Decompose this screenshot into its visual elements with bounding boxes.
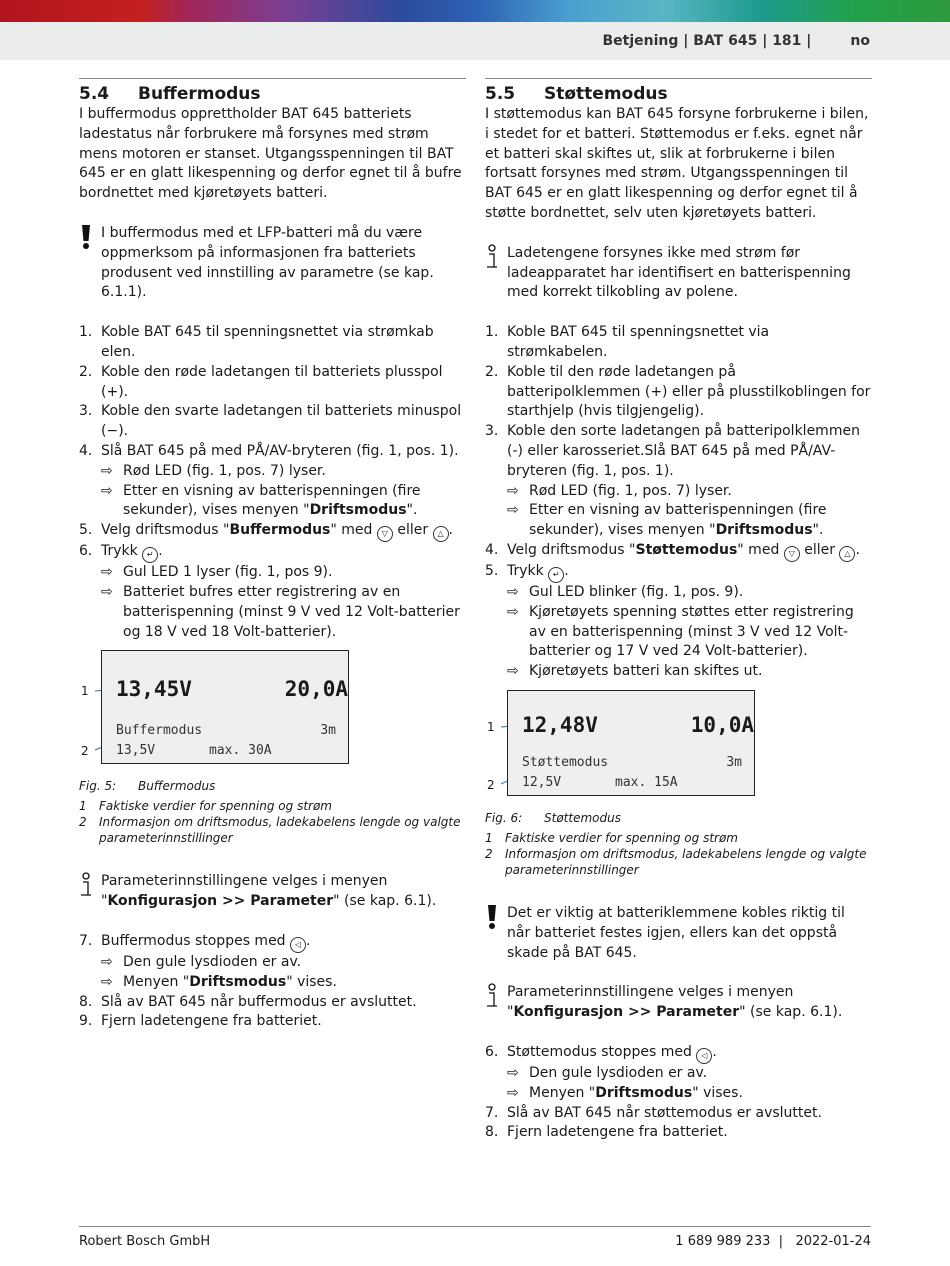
figure-title: Buffermodus <box>138 779 216 794</box>
lcd-figure <box>485 690 872 810</box>
enter-button-icon: ↵ <box>142 547 158 563</box>
result-item <box>507 1084 872 1104</box>
result-arrow-icon: ⇨ <box>507 583 519 600</box>
result-arrow-icon: ⇨ <box>507 1064 519 1081</box>
legend-text: Faktiske verdier for spenning og strøm <box>505 830 738 845</box>
menu-name: Driftsmodus <box>309 502 407 519</box>
result-text: Rød LED (fig. 1, pos. 7) lyser. <box>123 462 326 479</box>
lcd-mode: Buffermodus <box>116 723 203 739</box>
callout-2: 2 <box>487 777 495 792</box>
step-item: 3. Koble den sorte ladetangen på batteripolklemmen (-) eller karosseriet.Slå BAT 645 på med PÅ/AV-bryteren (fig. 1, pos. 1). ⇨ Rød LED (fig. 1, pos. 7) lyser. ⇨ Etter en visning av batterispenningen (fire sekunder), vises menyen "Driftsmodus". <box>485 422 872 541</box>
step-text: Koble BAT 645 til spenningsnettet via strømkab elen. <box>101 324 434 360</box>
footer-company: Robert Bosch GmbH <box>79 1234 211 1249</box>
result-arrow-icon: ⇨ <box>101 973 113 990</box>
step-item: 4. Velg driftsmodus "Støttemodus" med ▽ eller △ . <box>485 541 872 562</box>
result-text: ". <box>812 522 824 539</box>
step-item: 9. Fjern ladetengene fra batteriet. <box>79 1013 322 1030</box>
result-arrow-icon: ⇨ <box>507 663 519 680</box>
warning-exclamation-icon <box>485 904 499 930</box>
result-text: Etter en visning av batterispenningen (fire sekunder), vises menyen " <box>123 482 421 519</box>
result-item <box>507 501 872 541</box>
down-button-icon: ▽ <box>784 546 800 562</box>
up-button-icon: △ <box>433 526 449 542</box>
result-arrow-icon: ⇨ <box>507 502 519 519</box>
legend-text: Informasjon om driftsmodus, ladekabelens lengde og valgte parameterinnstillinger <box>505 846 867 877</box>
section-heading <box>485 83 872 105</box>
result-text: ". <box>406 502 418 519</box>
step-item: 1. Koble BAT 645 til spenningsnettet via strømkab elen. <box>79 324 434 360</box>
step-text: Buffermodus stoppes med <box>101 932 286 949</box>
step-item: 5. Trykk ↵ . ⇨ Gul LED blinker (fig. 1, pos. 9). ⇨ Kjøretøyets spenning støttes etter registrering av en batterispenning (minst 3 V ved 12 Volt-batterier og 17 V ved 24 Volt-batterier). ⇨ Kjøretøyets batteri kan skiftes ut. <box>485 562 872 682</box>
info-text: " (se kap. 6.1). <box>739 1004 843 1021</box>
result-arrow-icon: ⇨ <box>101 482 113 499</box>
result-item <box>507 482 872 502</box>
lcd-current: 10,0A <box>690 712 754 737</box>
result-text: " vises. <box>286 973 337 990</box>
step-item: 4. Slå BAT 645 på med PÅ/AV-bryteren (fig. 1, pos. 1). ⇨ Rød LED (fig. 1, pos. 7) lyser. ⇨ Etter en visning av batterispenningen (fire sekunder), vises menyen "Driftsmodus". <box>79 442 466 521</box>
step-text: " med <box>330 522 373 539</box>
info-icon <box>79 872 93 898</box>
step-list <box>485 1043 872 1143</box>
step-item: 8. Slå av BAT 645 når buffermodus er avsluttet. <box>79 993 417 1010</box>
figure-caption <box>485 810 872 878</box>
result-item <box>507 583 872 603</box>
result-item <box>101 953 466 973</box>
step-text: Koble den røde ladetangen til batteriets plusspol (+). <box>101 363 443 400</box>
result-item <box>101 973 466 993</box>
callout-2: 2 <box>81 744 89 759</box>
section-buffermodus <box>79 78 466 1032</box>
section-rule <box>79 78 466 79</box>
step-text: Slå BAT 645 på med PÅ/AV-bryteren (fig. 1, pos. 1). <box>101 442 459 459</box>
legend-text: Faktiske verdier for spenning og strøm <box>99 799 332 814</box>
lcd-set-voltage: 12,5V <box>522 774 562 790</box>
result-item <box>507 662 872 682</box>
brand-color-band <box>0 0 950 22</box>
result-text: Batteriet bufres etter registrering av en batterispenning (minst 9 V ved 12 Volt-batterier og 18 V ved 18 Volt-batterier). <box>123 583 460 640</box>
step-item: 6. Støttemodus stoppes med ◁ . ⇨ Den gule lysdioden er av. ⇨ Menyen "Driftsmodus" vises. <box>485 1043 872 1104</box>
step-item: 7. Slå av BAT 645 når støttemodus er avsluttet. <box>485 1104 822 1121</box>
lcd-voltage: 13,45V <box>116 677 192 702</box>
menu-path: Konfigurasjon >> Parameter <box>107 893 334 910</box>
warning-exclamation-icon <box>79 224 93 250</box>
step-item: 7. Buffermodus stoppes med ◁ . ⇨ Den gule lysdioden er av. ⇨ Menyen "Driftsmodus" vises. <box>79 932 466 993</box>
result-item <box>507 1064 872 1084</box>
step-text: Velg driftsmodus " <box>507 541 636 558</box>
step-text: Støttemodus stoppes med <box>507 1043 692 1060</box>
result-item <box>101 482 466 522</box>
result-text: Gul LED blinker (fig. 1, pos. 9). <box>529 583 744 600</box>
legend-item: 1 Faktiske verdier for spenning og strøm <box>485 830 738 845</box>
step-text: " med <box>737 541 780 558</box>
result-arrow-icon: ⇨ <box>101 462 113 479</box>
lcd-set-voltage: 13,5V <box>116 743 156 759</box>
step-item: 1. Koble BAT 645 til spenningsnettet via strømkabelen. <box>485 324 770 360</box>
lcd-current: 20,0A <box>284 677 348 702</box>
legend-text: Informasjon om driftsmodus, ladekabelens lengde og valgte parameterinnstillinger <box>99 815 461 846</box>
figure-title: Støttemodus <box>544 810 621 825</box>
result-text: Kjøretøyets batteri kan skiftes ut. <box>529 663 763 680</box>
step-list <box>79 323 466 642</box>
section-heading <box>79 83 466 105</box>
step-text: Koble den svarte ladetangen til batteriets minuspol (−). <box>101 403 462 440</box>
legend-item: 2 Informasjon om driftsmodus, ladekabelens lengde og valgte parameterinnstillinger <box>485 846 867 877</box>
result-text: " vises. <box>692 1084 743 1101</box>
lcd-figure <box>79 650 466 770</box>
result-text: Den gule lysdioden er av. <box>123 953 302 970</box>
info-icon <box>485 983 499 1009</box>
step-item: 5. Velg driftsmodus "Buffermodus" med ▽ eller △ . <box>79 521 466 542</box>
step-text: Slå av BAT 645 når støttemodus er avsluttet. <box>507 1104 822 1121</box>
back-button-icon: ◁ <box>290 937 306 953</box>
step-item: 2. Koble til den røde ladetangen på batteripolklemmen (+) eller på plusstilkoblingen for starthjelp (hvis tilgjengelig). <box>485 363 871 420</box>
lcd-voltage: 12,48V <box>522 712 598 737</box>
callout-1: 1 <box>487 719 495 734</box>
lcd-mode: Støttemodus <box>522 754 609 770</box>
section-title: Støttemodus <box>544 84 668 104</box>
warning-notice <box>79 224 466 303</box>
step-item: 3. Koble den svarte ladetangen til batteriets minuspol (−). <box>79 403 462 440</box>
step-text: Koble til den røde ladetangen på batteripolklemmen (+) eller på plusstilkoblingen for starthjelp (hvis tilgjengelig). <box>507 363 871 420</box>
result-text: Menyen " <box>123 973 190 990</box>
result-item <box>101 583 466 642</box>
result-text: Kjøretøyets spenning støttes etter registrering av en batterispenning (minst 3 V ved 12 Volt-batterier og 17 V ved 24 Volt-batterier). <box>529 603 854 660</box>
header-title: Betjening | BAT 645 | 181 | <box>602 33 812 49</box>
info-notice <box>485 983 872 1023</box>
lcd-cable-length: 3m <box>726 754 742 770</box>
info-text: Parameterinnstillingene velges i menyen " <box>101 873 388 910</box>
section-number: 5.4 <box>79 84 110 104</box>
menu-name: Driftsmodus <box>595 1084 693 1101</box>
step-list <box>485 323 872 682</box>
legend-item: 2 Informasjon om driftsmodus, ladekabelens lengde og valgte parameterinnstillinger <box>79 815 461 846</box>
result-item <box>101 462 466 482</box>
info-text: " (se kap. 6.1). <box>333 893 437 910</box>
back-button-icon: ◁ <box>696 1048 712 1064</box>
result-arrow-icon: ⇨ <box>101 953 113 970</box>
step-text: Slå av BAT 645 når buffermodus er avsluttet. <box>101 993 417 1010</box>
warning-text: Det er viktig at batteriklemmene kobles riktig til når batteriet festes igjen, ellers kan det oppstå skade på BAT 645. <box>507 904 845 961</box>
step-list <box>79 932 466 1032</box>
step-text: eller <box>804 541 835 558</box>
result-item <box>101 563 466 583</box>
mode-name: Støttemodus <box>635 541 738 558</box>
info-notice <box>485 244 872 303</box>
step-text: Trykk <box>507 562 544 579</box>
step-text: Trykk <box>101 543 138 560</box>
section-rule <box>485 78 872 79</box>
section-title: Buffermodus <box>138 84 261 104</box>
result-text: Den gule lysdioden er av. <box>529 1064 708 1081</box>
info-text: Ladetengene forsynes ikke med strøm før ladeapparatet har identifisert en batterispenning med korrekt tilkobling av polene. <box>507 244 851 301</box>
mode-name: Buffermodus <box>229 522 331 539</box>
info-text: Parameterinnstillingene velges i menyen " <box>507 984 794 1021</box>
down-button-icon: ▽ <box>377 526 393 542</box>
step-item: 6. Trykk ↵ . ⇨ Gul LED 1 lyser (fig. 1, pos 9). ⇨ Batteriet bufres etter registrering av en batterispenning (minst 9 V ved 12 Volt-batterier og 18 V ved 18 Volt-batterier). <box>79 542 466 642</box>
menu-name: Driftsmodus <box>189 973 287 990</box>
result-arrow-icon: ⇨ <box>507 1084 519 1101</box>
header-language: no <box>850 33 870 49</box>
result-arrow-icon: ⇨ <box>101 583 113 600</box>
step-item: 8. Fjern ladetengene fra batteriet. <box>485 1124 728 1141</box>
result-arrow-icon: ⇨ <box>507 603 519 620</box>
figure-label: Fig. 6: <box>485 810 523 825</box>
figure-caption <box>79 778 466 846</box>
intro-paragraph: I støttemodus kan BAT 645 forsyne forbrukerne i bilen, i stedet for et batteri. Støttemodus er f.eks. egnet når et batteri skal skiftes ut, slik at forbrukerne i bilen fortsatt forsynes med strøm. Utgangsspenningen til BAT 645 er en glatt likespenning og derfor egnet til å støtte bordnettet, selv uten kjøretøyets batteri. <box>485 106 869 221</box>
result-arrow-icon: ⇨ <box>507 482 519 499</box>
info-notice <box>79 872 466 912</box>
step-item: 2. Koble den røde ladetangen til batteriets plusspol (+). <box>79 363 443 400</box>
up-button-icon: △ <box>839 546 855 562</box>
result-arrow-icon: ⇨ <box>101 564 113 581</box>
footer-doc-info: 1 689 989 233 | 2022-01-24 <box>675 1234 871 1249</box>
page-header <box>603 33 871 49</box>
menu-path: Konfigurasjon >> Parameter <box>513 1004 740 1021</box>
lcd-max-current: max. 30A <box>209 743 272 759</box>
warning-text: I buffermodus med et LFP-batteri må du være oppmerksom på informasjonen fra batteriets produsent ved innstilling av parametre (se kap. 6.1.1). <box>101 224 434 301</box>
info-icon <box>485 244 499 270</box>
result-text: Gul LED 1 lyser (fig. 1, pos 9). <box>123 564 333 581</box>
step-text: Koble BAT 645 til spenningsnettet via strømkabelen. <box>507 324 770 360</box>
lcd-display <box>507 690 755 796</box>
result-text: Etter en visning av batterispenningen (fire sekunder), vises menyen " <box>529 502 827 539</box>
step-text: Velg driftsmodus " <box>101 522 230 539</box>
step-text: Koble den sorte ladetangen på batteripolklemmen (-) eller karosseriet.Slå BAT 645 på med PÅ/AV-bryteren (fig. 1, pos. 1). <box>507 423 860 479</box>
section-number: 5.5 <box>485 84 516 104</box>
enter-button-icon: ↵ <box>548 567 564 583</box>
warning-notice <box>485 904 872 963</box>
footer-rule <box>79 1226 871 1227</box>
callout-1: 1 <box>81 684 89 699</box>
result-item <box>507 603 872 662</box>
menu-name: Driftsmodus <box>715 522 813 539</box>
lcd-cable-length: 3m <box>320 723 336 739</box>
section-stottemodus <box>485 78 872 1143</box>
figure-label: Fig. 5: <box>79 779 117 794</box>
legend-item: 1 Faktiske verdier for spenning og strøm <box>79 799 332 814</box>
step-text: eller <box>397 522 429 539</box>
step-text: Fjern ladetengene fra batteriet. <box>507 1124 728 1141</box>
lcd-max-current: max. 15A <box>615 774 678 790</box>
intro-paragraph: I buffermodus opprettholder BAT 645 batteriets ladestatus når forbrukere må forsynes med strøm mens motoren er stanset. Utgangsspenningen til BAT 645 er en glatt likespenning og derfor egnet til å bufre bordnettet med kjøretøyets batteri. <box>79 106 462 202</box>
result-text: Menyen " <box>529 1084 596 1101</box>
step-text: Fjern ladetengene fra batteriet. <box>101 1013 322 1030</box>
result-text: Rød LED (fig. 1, pos. 7) lyser. <box>529 482 732 499</box>
lcd-display <box>101 650 349 764</box>
